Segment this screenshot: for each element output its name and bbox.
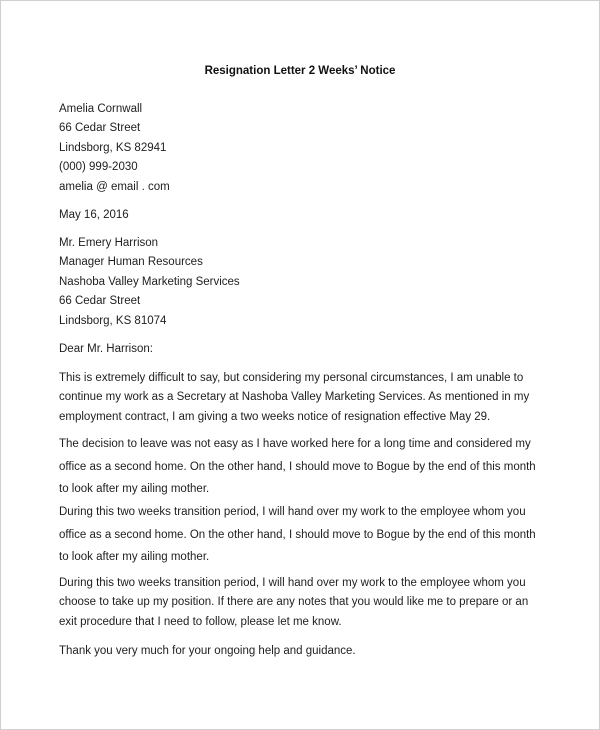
sender-email: amelia @ email . com (59, 180, 170, 193)
paragraph-line: This is extremely difficult to say, but considering my personal circumstances, I am unable to (59, 372, 524, 384)
paragraph-line: The decision to leave was not easy as I have worked here for a long time and considered my (59, 438, 531, 450)
salutation-block (59, 340, 153, 359)
paragraph-line: to look after my ailing mother. (59, 551, 210, 563)
paragraph-line: choose to take up my position. If there are any notes that you would like me to prepare or an (59, 596, 529, 609)
recipient-company: Nashoba Valley Marketing Services (59, 275, 240, 288)
paragraph-line: employment contract, I am giving a two weeks notice of resignation effective May 29. (59, 410, 491, 423)
closing-paragraph (59, 642, 549, 661)
paragraph-line: exit procedure that I need to follow, please let me know. (59, 615, 342, 628)
recipient-title: Manager Human Resources (59, 256, 203, 269)
paragraph-line: to look after my ailing mother. (59, 483, 210, 495)
paragraph-line: During this two weeks transition period, I will hand over my work to the employee whom you (59, 506, 526, 518)
paragraph-2 (59, 433, 549, 501)
sender-street: 66 Cedar Street (59, 122, 141, 135)
closing-line: Thank you very much for your ongoing help and guidance. (59, 645, 356, 657)
letter-date-block (59, 206, 129, 225)
paragraph-4 (59, 574, 549, 632)
sender-phone: (000) 999-2030 (59, 161, 138, 174)
sender-address (59, 100, 170, 197)
paragraph-3 (59, 501, 549, 569)
document-title: Resignation Letter 2 Weeks’ Notice (204, 65, 396, 77)
sender-name: Amelia Cornwall (59, 103, 143, 115)
paragraph-1 (59, 369, 549, 427)
paragraph-line: office as a second home. On the other hand, I should move to Bogue by the end of this month (59, 528, 536, 541)
recipient-city: Lindsborg, KS 81074 (59, 314, 167, 327)
paragraph-line: During this two weeks transition period, I will hand over my work to the employee whom you (59, 577, 526, 589)
recipient-name: Mr. Emery Harrison (59, 237, 159, 249)
letter-date: May 16, 2016 (59, 209, 129, 221)
paragraph-line: continue my work as a Secretary at Nashoba Valley Marketing Services. As mentioned in my (59, 391, 530, 404)
recipient-address (59, 234, 240, 331)
sender-city: Lindsborg, KS 82941 (59, 141, 167, 154)
recipient-street: 66 Cedar Street (59, 295, 141, 308)
salutation: Dear Mr. Harrison: (59, 343, 153, 355)
paragraph-line: office as a second home. On the other hand, I should move to Bogue by the end of this month (59, 460, 536, 473)
